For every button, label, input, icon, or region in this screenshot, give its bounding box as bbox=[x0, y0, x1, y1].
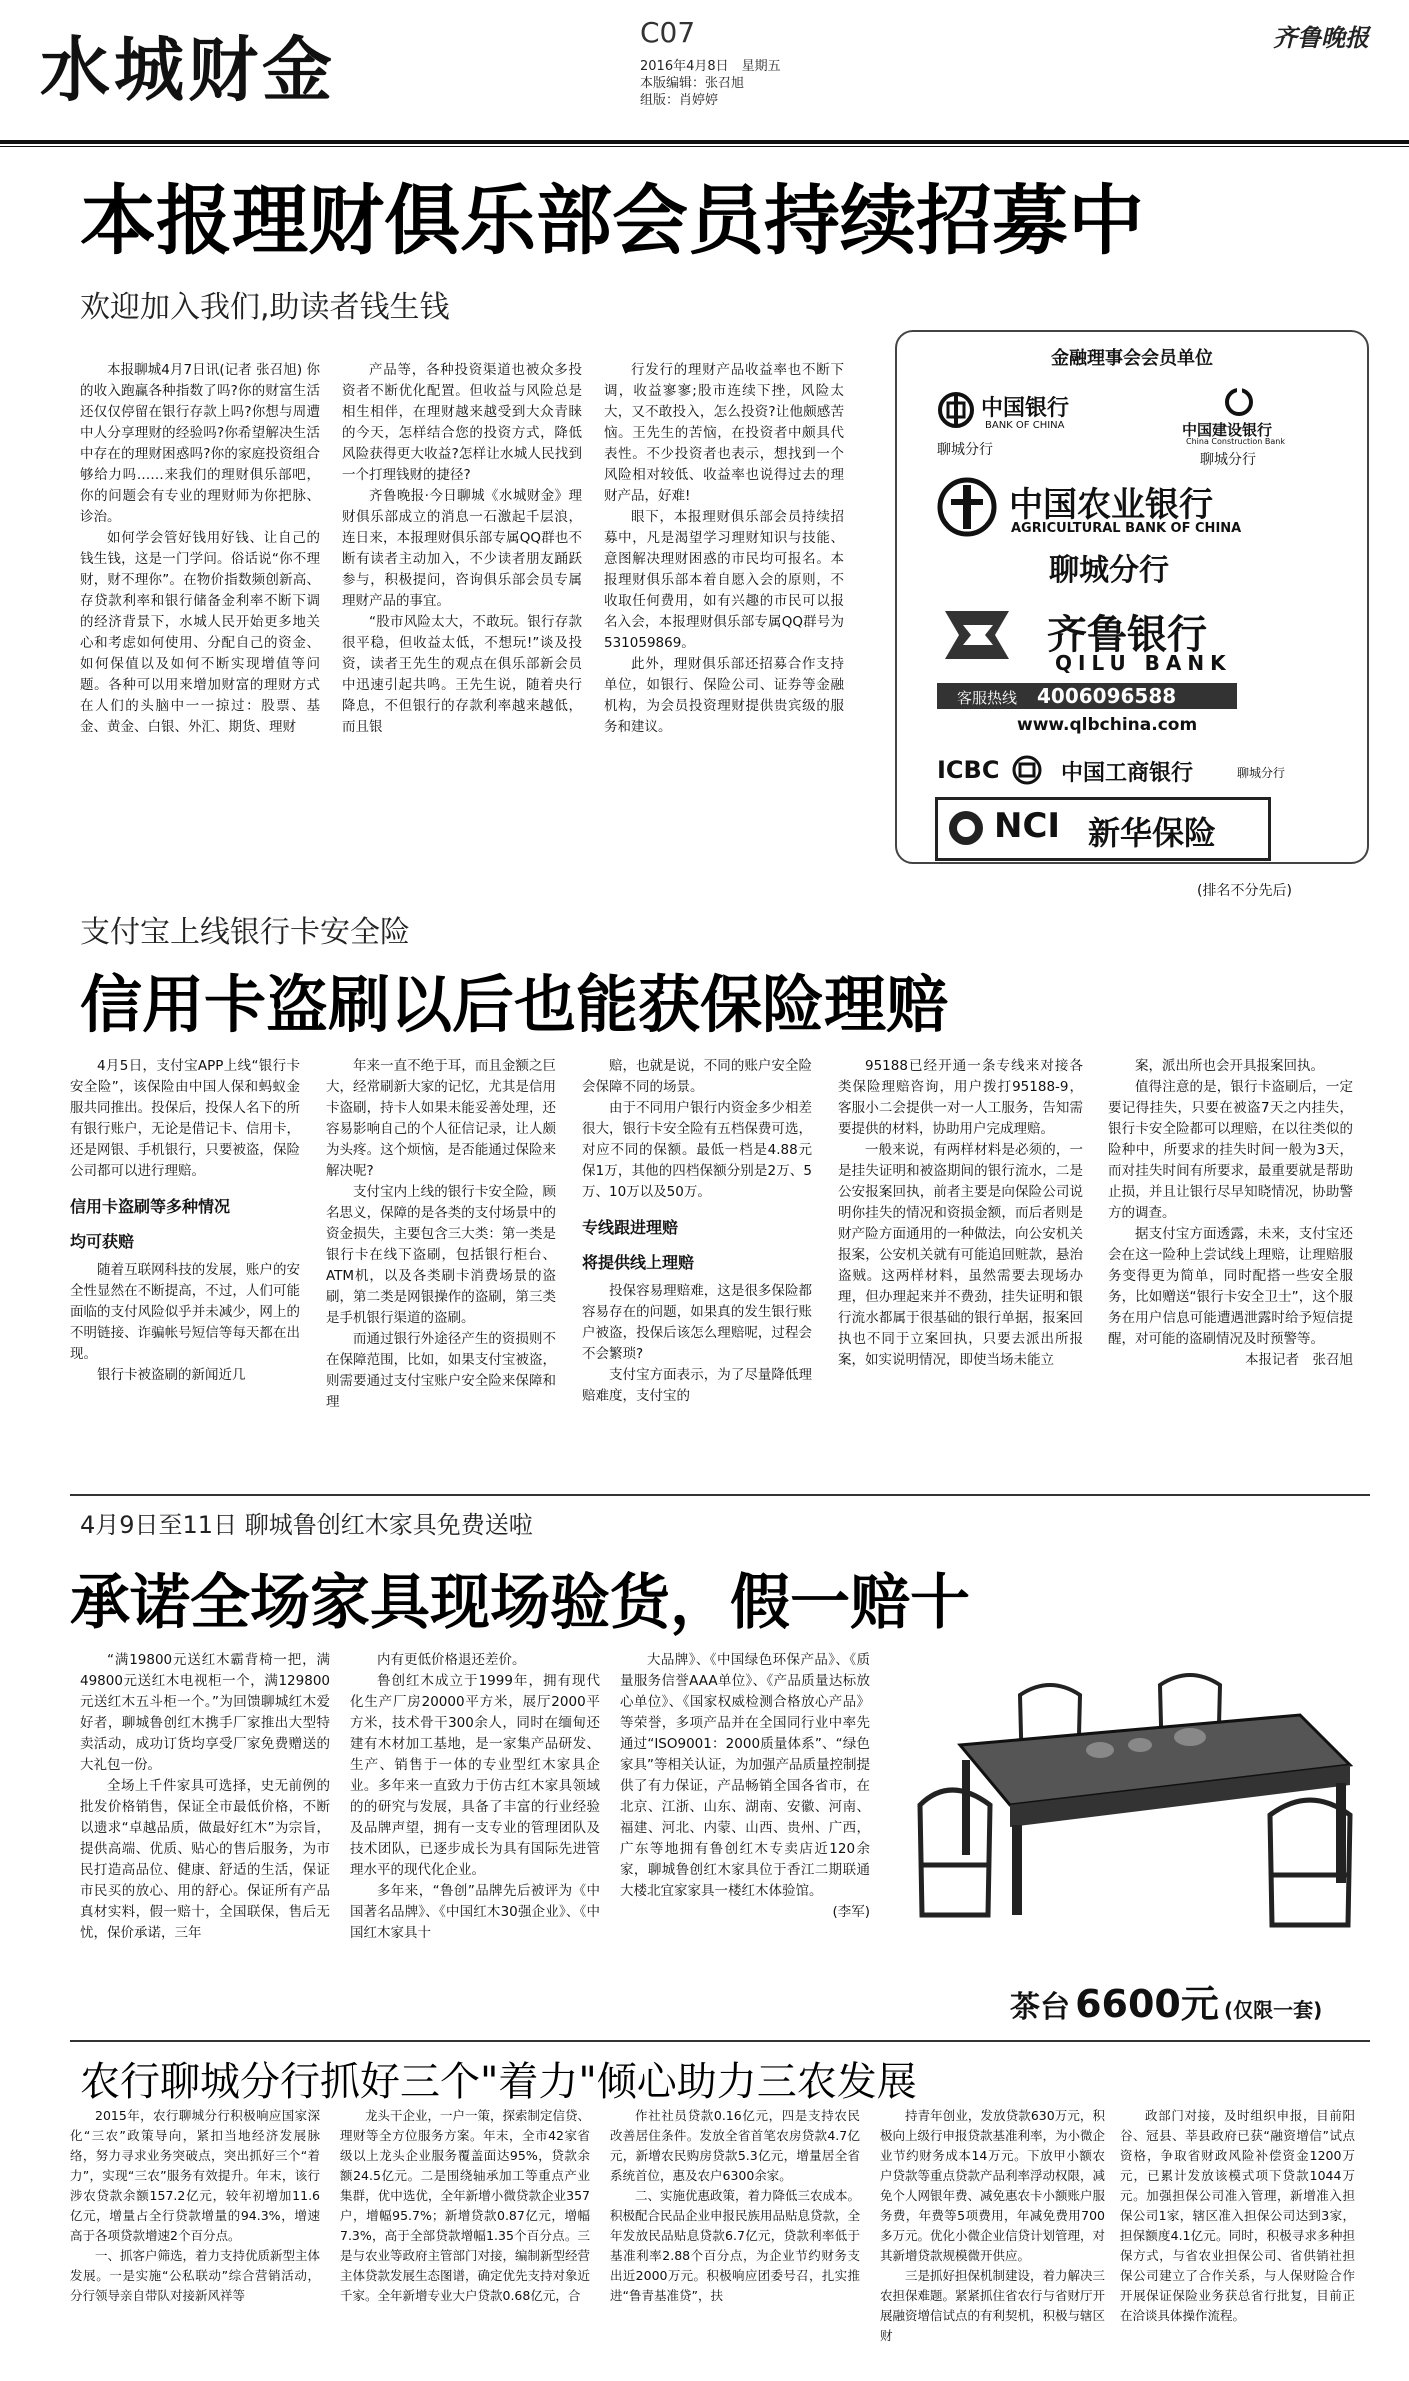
masthead bbox=[0, 0, 1409, 110]
paragraph: 而通过银行外途径产生的资损则不在保障范围，比如，如果支付宝被盗，则需要通过支付宝账户安全险来保障和理 bbox=[326, 1331, 556, 1410]
paragraph: 眼下，本报理财俱乐部会员持续招募中，凡是渴望学习理财知识与技能、意图解决理财困惑的市民均可报名。本报理财俱乐部本着自愿入会的原则，不收取任何费用，如有兴趣的市民可以报名入会，本报理财俱乐部专属QQ群号为531059869。 bbox=[604, 509, 844, 651]
byline: 本报记者 张召旭 bbox=[1245, 1352, 1353, 1368]
paragraph: “股市风险太大，不敢玩。银行存款很平稳，但收益太低，不想玩!”谈及投资，读者王先生的观点在俱乐部新会员中迅速引起共鸣。王先生说，随着央行降息，不但银行的存款利率越来越低，而且银 bbox=[342, 614, 582, 735]
price-note: (仅限一套) bbox=[1223, 1998, 1323, 2022]
paragraph: 投保容易理赔难，这是很多保险都容易存在的问题，如果真的发生银行账户被盗，投保后该怎么理赔呢，过程会不会繁琐? bbox=[582, 1283, 812, 1362]
article3-column-3 bbox=[620, 1650, 870, 1923]
article4-column-2 bbox=[340, 2106, 590, 2306]
paragraph: 全场上千件家具可选择，史无前例的批发价格销售，保证全市最低价格，不断以遗求“卓越品质，做最好红木”为宗旨，提供高端、优质、贴心的售后服务，为市民打造高品位、健康、舒适的生活，保证市民买的放心、用的舒心。保证所有产品真材实料，假一赔十，全国联保，售后无忧，保价承诺，三年 bbox=[80, 1778, 330, 1941]
sponsor-note: (排名不分先后) bbox=[1197, 883, 1292, 899]
paragraph: 齐鲁晚报·今日聊城《水城财金》理财俱乐部成立的消息一石激起千层浪，连日来，本报理财俱乐部专属QQ群也不断有读者主动加入，不少读者朋友踊跃参与，积极提问，咨询俱乐部会员专属理财产品的事宜。 bbox=[342, 488, 582, 609]
paragraph: 银行卡被盗刷的新闻近几 bbox=[97, 1367, 246, 1383]
paragraph: 产品等，各种投资渠道也被众多投资者不断优化配置。但收益与风险总是相生相伴，在理财越来越受到大众青睐的今天，怎样结合您的投资方式，降低风险获得更大收益?怎样让水城人民找到一个打理钱财的捷径? bbox=[342, 362, 582, 483]
ccb-branch: 聊城分行 bbox=[1200, 452, 1256, 468]
paragraph: 随着互联网科技的发展，账户的安全性显然在不断提高，不过，人们可能面临的支付风险似乎并未减少，网上的不明链接、诈骗帐号短信等每天都在出现。 bbox=[70, 1262, 300, 1362]
divider bbox=[70, 1494, 1370, 1496]
ccb-emblem-icon bbox=[1224, 387, 1254, 417]
tea-table-image bbox=[900, 1655, 1370, 1955]
subheading: 专线跟进理赔 bbox=[582, 1218, 679, 1237]
article3-column-2 bbox=[350, 1650, 600, 1944]
article3-headline: 承诺全场家具现场验货，假一赔十 bbox=[70, 1568, 970, 1638]
article1-column-3 bbox=[604, 360, 844, 738]
abc-emblem-icon bbox=[937, 477, 997, 537]
paragraph: 持青年创业，发放贷款630万元，积极向上级行申报贷款基准利率，为小微企业节约财务成本14万元。下放甲小额农户贷款等重点贷款产品利率浮动权限，减免个人网银年费、减免惠农卡小额账户服务费，年费等5项费用，年减免费用700多万元。优化小微企业信贷计划管理，对其新增贷款规模微开供应。 bbox=[880, 2108, 1106, 2263]
icbc-name: 中国工商银行 bbox=[1061, 761, 1194, 786]
paragraph: 三是抓好担保机制建设，着力解决三农担保难题。紧紧抓住省农行与省财厅开展融资增信试点的有利契机，积极与辖区财 bbox=[880, 2268, 1106, 2343]
paragraph: 内有更低价格退还差价。 bbox=[377, 1652, 526, 1668]
nci-emblem-icon bbox=[946, 808, 986, 848]
sponsor-box bbox=[895, 330, 1369, 899]
paragraph: 作社社员贷款0.16亿元，四是支持农民改善居住条件。发放全省首笔农房贷款4.7亿元，新增农民购房贷款5.3亿元，增量居全省系统首位，惠及农户6300余家。 bbox=[610, 2108, 860, 2183]
boc-english: BANK OF CHINA bbox=[985, 420, 1065, 431]
icbc-branch: 聊城分行 bbox=[1237, 766, 1286, 780]
subheading: 均可获赔 bbox=[70, 1232, 135, 1251]
byline: (李军) bbox=[832, 1904, 870, 1920]
qilu-english: QILU BANK bbox=[1055, 651, 1232, 675]
article2-kicker: 支付宝上线银行卡安全险 bbox=[80, 915, 410, 950]
paragraph: 一般来说，有两样材料是必须的，一是挂失证明和被盗期间的银行流水，二是公安报案回执，前者主要是向保险公司说明你挂失的情况和资损金额，而后者则是财产险方面通用的一种做法，向公安机关报案，公安机关就有可能追回赃款，悬治盗贼。这两样材料，虽然需要去现场办理，但办理起来并不费劲，挂失证明和银行流水都属于很基础的银行单据，报案回执也不同于立案回执，只要去派出所报案，如实说明情况，即使当场未能立 bbox=[838, 1142, 1083, 1368]
article4-column-4 bbox=[880, 2106, 1105, 2346]
nci-logo bbox=[935, 797, 1271, 861]
paragraph: 年来一直不绝于耳，而且金额之巨大，经常刷新大家的记忆，尤其是信用卡盗刷，持卡人如果未能妥善处理，还容易影响自己的个人征信记录，让人颇为头疼。这个烦恼，是否能通过保险来解决呢? bbox=[326, 1058, 556, 1179]
qilu-emblem-icon bbox=[937, 607, 1017, 663]
icbc-emblem-icon bbox=[1011, 754, 1043, 786]
boc-branch: 聊城分行 bbox=[937, 442, 993, 458]
paragraph: 政部门对接，及时组织申报，目前阳谷、冠县、莘县政府已获“融资增信”试点资格，争取省财政风险补偿资金1200万元，已累计发放该模式项下贷款1044万元。加强担保公司准入管理，新增准入担保公司1家，辖区准入担保公司达到3家，担保额度4.1亿元。同时，积极寻求多种担保方式，与省农业担保公司、省供销社担保公司建立了合作关系，与人保财险合作开展保证保险业务获总省行批复，目前正在洽谈具体操作流程。 bbox=[1120, 2108, 1355, 2323]
qilu-logo bbox=[937, 597, 1357, 737]
article2-column-3 bbox=[582, 1056, 812, 1407]
boc-logo bbox=[937, 387, 1137, 467]
qilu-hotline: 4006096588 bbox=[1037, 684, 1177, 708]
divider bbox=[70, 2040, 1370, 2042]
paragraph: 支付宝方面表示，为了尽量降低理赔难度，支付宝的 bbox=[582, 1367, 812, 1404]
paragraph: “满19800元送红木霸背椅一把，满49800元送红木电视柜一个，满129800元送红木五斗柜一个。”为回馈聊城红木爱好者，聊城鲁创红木携手厂家推出大型特卖活动，成功订货均享受厂家免费赠送的大礼包一份。 bbox=[80, 1652, 330, 1773]
product-photo bbox=[900, 1655, 1370, 2025]
nci-english: NCI bbox=[994, 806, 1061, 846]
paragraph: 4月5日，支付宝APP上线“银行卡安全险”，该保险由中国人保和蚂蚁金服共同推出。投保后，投保人名下的所有银行账户，无论是借记卡、信用卡，还是网银、手机银行，只要被盗，保险公司都可以进行理赔。 bbox=[70, 1058, 300, 1179]
article4-column-3 bbox=[610, 2106, 860, 2306]
divider bbox=[70, 895, 1370, 897]
article2-column-5 bbox=[1108, 1056, 1353, 1371]
subheading: 信用卡盗刷等多种情况 bbox=[70, 1197, 231, 1216]
boc-emblem-icon bbox=[937, 391, 975, 429]
paragraph: 本报聊城4月7日讯(记者 张召旭) 你的收入跑赢各种指数了吗?你的财富生活还仅仅停留在银行存款上吗?你想与周遭中人分享理财的经验吗?你希望解决生活中存在的理财困惑吗?你的家庭投资组合够给力吗……来我们的理财俱乐部吧，你的问题会有专业的理财师为你把脉、诊治。 bbox=[80, 362, 320, 525]
article1-column-1 bbox=[80, 360, 320, 738]
article3-kicker: 4月9日至11日 聊城鲁创红木家具免费送啦 bbox=[80, 1511, 533, 1539]
paragraph: 95188已经开通一条专线来对接各类保险理赔咨询，用户拨打95188-9，客服小二会提供一对一人工服务，告知需要提供的材料，协助用户完成理赔。 bbox=[838, 1058, 1083, 1137]
qilu-url: www.qlbchina.com bbox=[1017, 715, 1198, 735]
paragraph: 鲁创红木成立于1999年，拥有现代化生产厂房20000平方米，展厅2000平方米，技术骨干300余人，同时在缅甸还建有木材加工基地，是一家集产品研发、生产、销售于一体的专业型红木家具企业。多年来一直致力于仿古红木家具领域的的研究与发展，具备了丰富的行业经验及品牌声望，拥有一支专业的管理团队及技术团队，已逐步成长为具有国际先进管理水平的现代化企业。 bbox=[350, 1673, 600, 1878]
subheading: 将提供线上理赔 bbox=[582, 1253, 695, 1272]
icbc-english: ICBC bbox=[937, 756, 1000, 784]
icbc-logo bbox=[937, 752, 1357, 792]
layout-credit: 组版：肖婷婷 bbox=[640, 93, 719, 108]
boc-name: 中国银行 bbox=[981, 395, 1070, 421]
article2-column-2 bbox=[326, 1056, 556, 1413]
article2-headline: 信用卡盗刷以后也能获保险理赔 bbox=[80, 968, 949, 1041]
paragraph: 据支付宝方面透露，未来，支付宝还会在这一险种上尝试线上理赔，让理赔服务变得更为简单，同时配搭一些安全服务，比如赠送“银行卡安全卫士”，这个服务在用户信息可能遭遇泄露时给予短信提醒，对可能的盗刷情况及时预警等。 bbox=[1108, 1226, 1353, 1347]
paragraph: 如何学会管好钱用好钱、让自己的钱生钱，这是一门学问。俗话说“你不理财，财不理你”。在物价指数频创新高、存贷款利率和银行储备金利率不断下调的经济背景下，水城人民开始更多地关心和考虑如何使用、分配自己的资金、如何保值以及如何不断实现增值等问题。各种可以用来增加财富的理财方式在人们的头脑中一一掠过：股票、基金、黄金、白银、外汇、期货、理财 bbox=[80, 530, 320, 735]
abc-name: 中国农业银行 bbox=[1009, 485, 1213, 525]
paragraph: 龙头干企业，一户一策，探索制定信贷、理财等全方位服务方案。年末，全市42家省级以上龙头企业服务覆盖面达95%，贷款余额24.5亿元。二是围绕轴承加工等重点产业集群，优中选优，全年新增小微贷款企业357户，增幅95.7%；新增贷款0.87亿元，增幅7.3%，高于全部贷款增幅1.35个百分点。三是与农业等政府主管部门对接，编制新型经营主体贷款发展生态图谱，确定优先支持对象近千家。全年新增专业大户贷款0.68亿元，合 bbox=[340, 2108, 591, 2303]
paragraph: 案，派出所也会开具报案回执。 bbox=[1135, 1058, 1324, 1074]
nci-name: 新华保险 bbox=[1088, 814, 1217, 852]
price-value: 6600元 bbox=[1075, 1982, 1219, 2026]
paragraph: 赔，也就是说，不同的账户安全险会保障不同的场景。 bbox=[582, 1058, 812, 1095]
paragraph: 此外，理财俱乐部还招募合作支持单位，如银行、保险公司、证券等金融机构，为会员投资理财提供贵宾级的服务和建议。 bbox=[604, 656, 844, 735]
abc-english: AGRICULTURAL BANK OF CHINA bbox=[1011, 521, 1242, 536]
masthead-rule bbox=[0, 140, 1409, 144]
article1-column-2 bbox=[342, 360, 582, 738]
qilu-hotline-bar bbox=[937, 683, 1237, 709]
paragraph: 支付宝内上线的银行卡安全险，顾名思义，保障的是各类的支付场景中的资金损失，主要包含三大类：第一类是银行卡在线下盗刷，包括银行柜台、ATM机，以及各类刷卡消费场景的盗刷，第二类是网银操作的盗刷，第三类是手机银行渠道的盗刷。 bbox=[326, 1184, 556, 1326]
paragraph: 一、抓客户筛选，着力支持优质新型主体发展。一是实施“公私联动”综合营销活动，分行领导亲自带队对接新风祥等 bbox=[70, 2248, 321, 2303]
date: 2016年4月8日 星期五 bbox=[640, 59, 781, 74]
ccb-logo bbox=[1152, 387, 1342, 467]
paragraph: 大品牌》、《中国绿色环保产品》、《质量服务信誉AAA单位》、《产品质量达标放心单位》、《国家权威检测合格放心产品》等荣誉，多项产品并在全国同行业中率先通过“ISO9001：2000质量体系”、“绿色家具”等相关认证，为加强产品质量控制提供了有力保证，产品畅销全国各省市，在北京、江浙、山东、湖南、安徽、河南、福建、河北、内蒙、山西、贵州、广西，广东等地拥有鲁创红木专卖店近120余家，聊城鲁创红木家具位于香江二期联通大楼北宜家家具一楼红木体验馆。 bbox=[620, 1652, 870, 1899]
article4-headline: 农行聊城分行抓好三个"着力"倾心助力三农发展 bbox=[80, 2059, 917, 2105]
article2-column-1 bbox=[70, 1056, 300, 1386]
article1-headline: 本报理财俱乐部会员持续招募中 bbox=[80, 176, 1144, 265]
abc-logo bbox=[937, 477, 1357, 587]
paragraph: 值得注意的是，银行卡盗刷后，一定要记得挂失，只要在被盗7天之内挂失，银行卡安全险都可以理赔，在以往类似的险种中，所要求的挂失时间一般为3天，而对挂失时间有所要求，最重要就是帮助止损，并且让银行尽早知晓情况，协助警方的调查。 bbox=[1108, 1079, 1353, 1221]
article4-column-1 bbox=[70, 2106, 320, 2306]
paragraph: 2015年，农行聊城分行积极响应国家深化“三农”政策导向，紧扣当地经济发展脉络，努力寻求业务突破点，突出抓好三个“着力”，实现“三农”服务有效提升。年末，该行涉农贷款余额157.2亿元，较年初增加11.6亿元，增量占全行贷款增量的94.3%，增速高于各项贷款增速2个百分点。 bbox=[70, 2108, 320, 2243]
paragraph: 二、实施优惠政策，着力降低三农成本。积极配合民品企业申报民族用品贴息贷款，全年发放民品贴息贷款6.7亿元，贷款利率低于基准利率2.88个百分点，为企业节约财务支出近2000万元。积极响应团委号召，扎实推进“鲁青基准贷”，扶 bbox=[610, 2188, 861, 2303]
ccb-name: 中国建设银行 bbox=[1182, 421, 1273, 439]
price-tag bbox=[1010, 1973, 1322, 2028]
paragraph: 行发行的理财产品收益率也不断下调，收益寥寥;股市连续下挫，风险太大，又不敢投入，怎么投资?让他颇感苦恼。王先生的苦恼，在投资者中颇具代表性。不少投资者也表示，想找到一个风险相对较低、收益率也说得过去的理财产品，好难! bbox=[604, 362, 844, 504]
qilu-name: 齐鲁银行 bbox=[1047, 612, 1207, 658]
sponsor-box-title: 金融理事会会员单位 bbox=[1051, 348, 1213, 369]
paragraph: 多年来，“鲁创”品牌先后被评为《中国著名品牌》、《中国红木30强企业》、《中国红木家具十 bbox=[350, 1883, 600, 1941]
masthead-rule-thin bbox=[0, 146, 1409, 147]
editor: 本版编辑：张召旭 bbox=[640, 76, 745, 91]
article4-column-5 bbox=[1120, 2106, 1355, 2326]
article3-column-1 bbox=[80, 1650, 330, 1944]
qilu-hotline-label: 客服热线 bbox=[957, 689, 1018, 707]
newspaper-logo: 齐鲁晚报 bbox=[1273, 23, 1369, 52]
paragraph: 由于不同用户银行内资金多少相差很大，银行卡安全险有五档保费可选，对应不同的保额。最低一档是4.88元保1万，其他的四档保额分别是2万、5万、10万以及50万。 bbox=[582, 1100, 812, 1200]
date-line bbox=[640, 58, 781, 109]
article1-subhead: 欢迎加入我们,助读者钱生钱 bbox=[80, 290, 450, 325]
article2-column-4 bbox=[838, 1056, 1083, 1371]
abc-branch: 聊城分行 bbox=[1049, 553, 1169, 588]
price-item-name: 茶台 bbox=[1010, 1990, 1070, 2025]
page-number: C07 bbox=[640, 16, 696, 49]
section-title: 水城财金 bbox=[40, 28, 336, 111]
ccb-english: China Construction Bank bbox=[1186, 437, 1285, 446]
